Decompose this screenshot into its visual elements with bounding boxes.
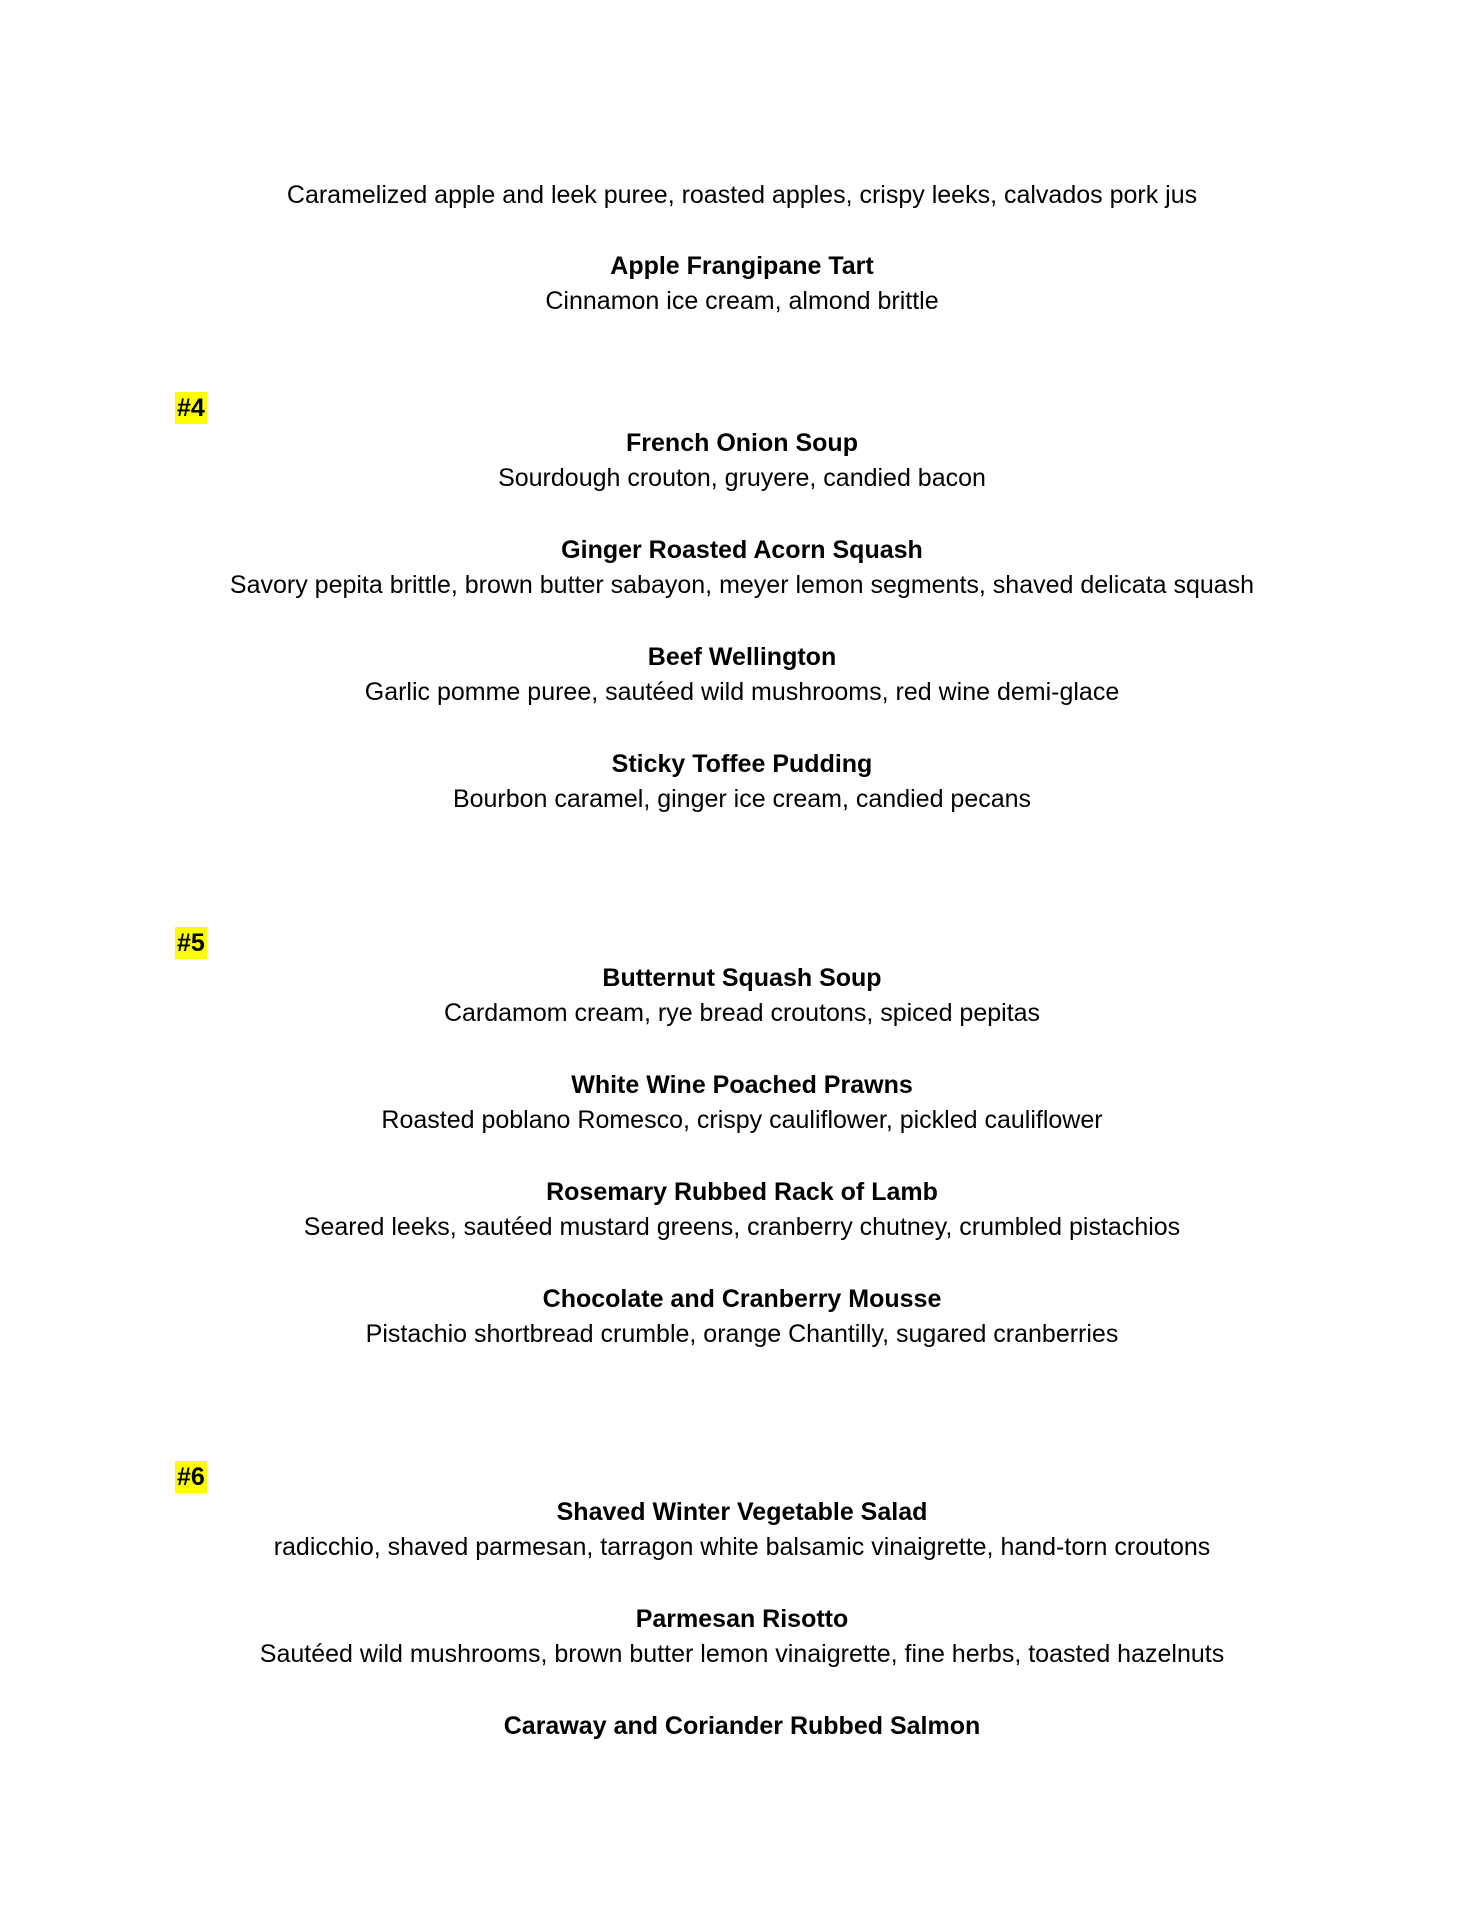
course-description: Garlic pomme puree, sautéed wild mushrooms, red wine demi-glace	[364, 678, 1120, 706]
course-description: Seared leeks, sautéed mustard greens, cranberry chutney, crumbled pistachios	[303, 1213, 1181, 1241]
course-description: Sautéed wild mushrooms, brown butter lemon vinaigrette, fine herbs, toasted hazelnuts	[259, 1640, 1225, 1668]
course-title: White Wine Poached Prawns	[571, 1071, 913, 1099]
course-description: Cardamom cream, rye bread croutons, spiced pepitas	[443, 999, 1041, 1027]
course-title: Caraway and Coriander Rubbed Salmon	[503, 1712, 981, 1740]
course-title: French Onion Soup	[626, 429, 858, 457]
course-title: Chocolate and Cranberry Mousse	[542, 1285, 942, 1313]
menu-number-highlight: #6	[177, 1463, 205, 1491]
course-title: Apple Frangipane Tart	[610, 252, 874, 280]
course-description: Cinnamon ice cream, almond brittle	[545, 287, 939, 315]
course-description: Bourbon caramel, ginger ice cream, candied pecans	[452, 785, 1032, 813]
course-description: Savory pepita brittle, brown butter sabayon, meyer lemon segments, shaved delicata squash	[229, 571, 1255, 599]
course-title: Ginger Roasted Acorn Squash	[561, 536, 923, 564]
menu-number-highlight: #5	[177, 929, 205, 957]
course-description: Pistachio shortbread crumble, orange Chantilly, sugared cranberries	[365, 1320, 1119, 1348]
course-description: Caramelized apple and leek puree, roasted apples, crispy leeks, calvados pork jus	[286, 181, 1198, 209]
course-description: Sourdough crouton, gruyere, candied bacon	[498, 464, 986, 492]
menu-number-highlight: #4	[177, 394, 205, 422]
course-title: Sticky Toffee Pudding	[611, 750, 873, 778]
course-description: Roasted poblano Romesco, crispy cauliflower, pickled cauliflower	[381, 1106, 1103, 1134]
course-title: Butternut Squash Soup	[602, 964, 882, 992]
course-title: Beef Wellington	[647, 643, 837, 671]
course-title: Parmesan Risotto	[635, 1605, 849, 1633]
course-description: radicchio, shaved parmesan, tarragon white balsamic vinaigrette, hand-torn croutons	[273, 1533, 1211, 1561]
course-title: Rosemary Rubbed Rack of Lamb	[546, 1178, 938, 1206]
course-title: Shaved Winter Vegetable Salad	[556, 1498, 928, 1526]
